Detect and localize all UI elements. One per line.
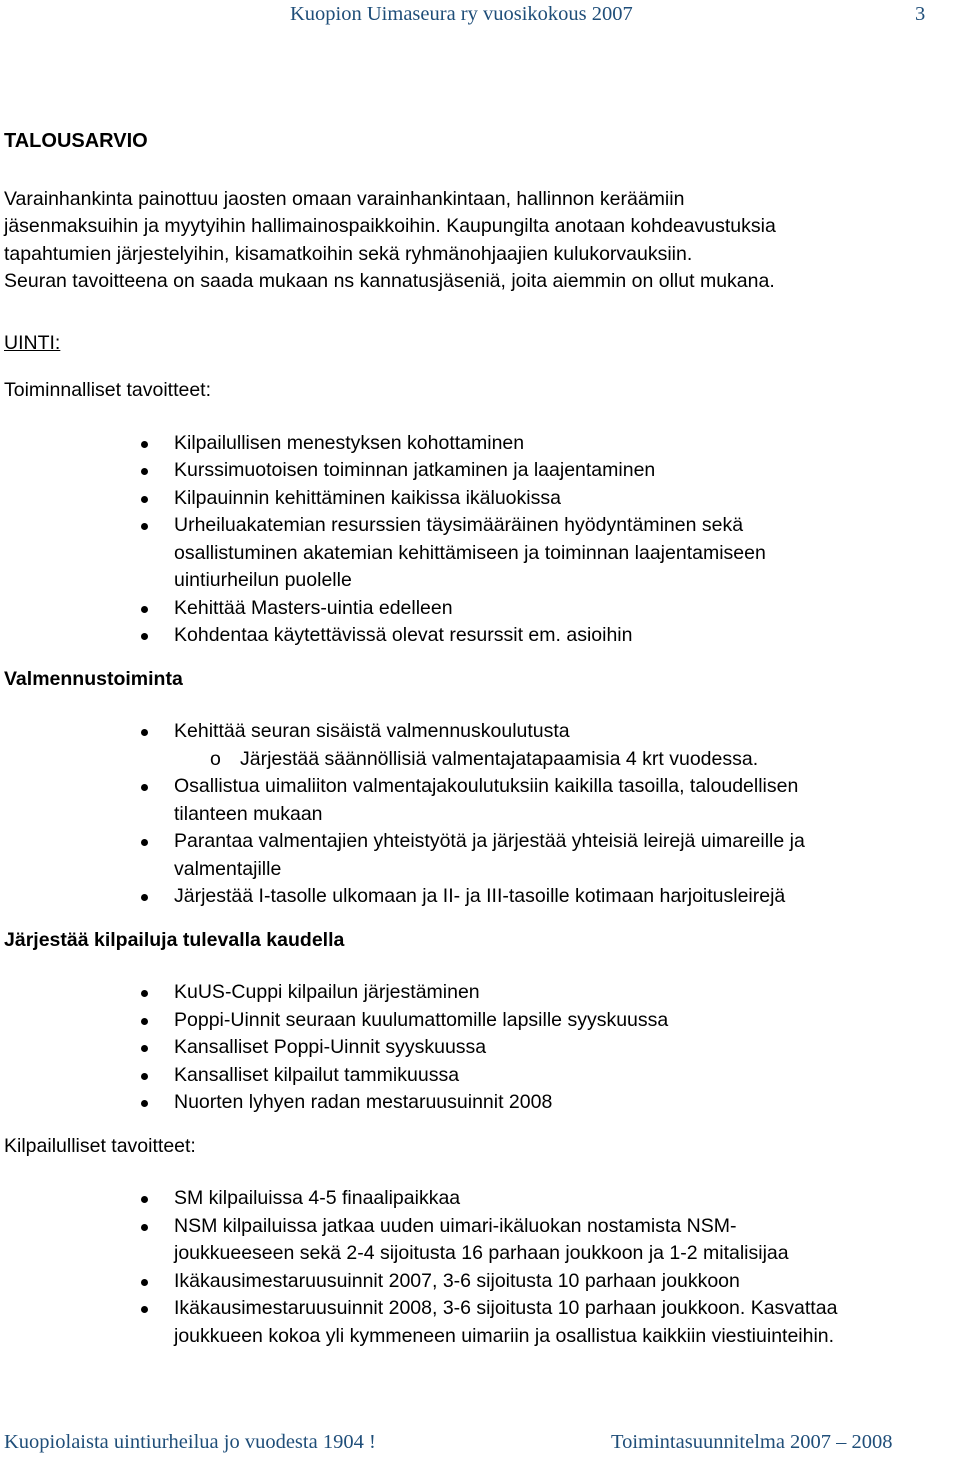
list-item: Ikäkausimestaruusuinnit 2008, 3-6 sijoitusta 10 parhaan joukkoon. Kasvattaa joukkueen kokoa yli kymmeneen uimariin ja osallistua kaikkiin viestiuinteihin. — [174, 1295, 954, 1350]
bullet-icon — [141, 839, 148, 846]
list-item: Järjestää I-tasolle ulkomaan ja II- ja III-tasoille kotimaan harjoitusleirejä — [174, 883, 954, 911]
paragraph-line: Seuran tavoitteena on saada mukaan ns kannatusjäseniä, joita aiemmin on ollut mukana. — [4, 270, 775, 292]
paragraph-line: jäsenmaksuihin ja myytyihin hallimainospaikkoihin. Kaupungilta anotaan kohdeavustuksia — [4, 215, 776, 237]
bullet-list-kilpailut — [4, 979, 954, 1117]
bullet-icon — [141, 1306, 148, 1313]
list-item: Urheiluakatemian resurssien täysimääräinen hyödyntäminen sekä osallistuminen akatemian kehittämiseen ja toiminnan laajentamiseen uintiurheilun puolelle — [174, 512, 954, 595]
bullet-icon — [141, 1073, 148, 1080]
page-content — [4, 128, 954, 1350]
list-item: NSM kilpailuissa jatkaa uuden uimari-ikäluokan nostamista NSM- joukkueeseen sekä 2-4 sijoitusta 16 parhaan joukkoon ja 1-2 mitalisijaa — [174, 1213, 954, 1268]
list-item: Kilpauinnin kehittäminen kaikissa ikäluokissa — [174, 485, 954, 513]
paragraph-line: tapahtumien järjestelyihin, kisamatkoihin sekä ryhmänohjaajien kulukorvauksiin. — [4, 242, 693, 265]
subheading-kilpailut: Järjestää kilpailuja tulevalla kaudella — [4, 928, 345, 951]
list-item: Nuorten lyhyen radan mestaruusuinnit 2008 — [174, 1089, 954, 1117]
bullet-icon — [141, 729, 148, 736]
bullet-list-valmennus — [4, 718, 954, 911]
bullet-icon — [141, 784, 148, 791]
list-item: Poppi-Uinnit seuraan kuulumattomille lapsille syyskuussa — [174, 1007, 954, 1035]
list-item: Kehittää Masters-uintia edelleen — [174, 595, 954, 623]
bullet-icon — [141, 894, 148, 901]
subheading-kilpailulliset: Kilpailulliset tavoitteet: — [4, 1134, 196, 1157]
paragraph-line: Varainhankinta painottuu jaosten omaan varainhankintaan, hallinnon keräämiin — [4, 187, 685, 210]
bullet-icon — [141, 1018, 148, 1025]
subheading-toiminnalliset: Toiminnalliset tavoitteet: — [4, 379, 212, 401]
page-number: 3 — [915, 3, 926, 25]
bullet-icon — [141, 633, 148, 640]
list-item: Ikäkausimestaruusuinnit 2007, 3-6 sijoitusta 10 parhaan joukkoon — [174, 1268, 954, 1296]
bullet-list-toiminnalliset — [4, 430, 954, 650]
subheading-valmennustoiminta: Valmennustoiminta — [4, 667, 183, 690]
bullet-icon — [141, 1224, 148, 1231]
list-item: Kilpailullisen menestyksen kohottaminen — [174, 430, 954, 458]
list-item: Kansalliset Poppi-Uinnit syyskuussa — [174, 1034, 954, 1062]
list-item: Kansalliset kilpailut tammikuussa — [174, 1062, 954, 1090]
list-item: Kehittää seuran sisäistä valmennuskoulutusta — [174, 718, 954, 746]
bullet-icon — [141, 468, 148, 475]
list-item: Parantaa valmentajien yhteistyötä ja järjestää yhteisiä leirejä uimareille ja valmentajille — [174, 828, 954, 883]
section-heading-talousarvio: TALOUSARVIO — [4, 130, 148, 152]
sub-list-item: o Järjestää säännöllisiä valmentajatapaamisia 4 krt vuodessa. — [4, 746, 954, 774]
bullet-icon — [141, 1196, 148, 1203]
footer-left-text: Kuopiolaista uintiurheilua jo vuodesta 1904 ! — [4, 1431, 376, 1453]
list-item: Kohdentaa käytettävissä olevat resurssit em. asioihin — [174, 622, 954, 650]
footer-right-text: Toimintasuunnitelma 2007 – 2008 — [611, 1431, 893, 1453]
bullet-icon — [141, 1100, 148, 1107]
bullet-icon — [141, 441, 148, 448]
list-item: Osallistua uimaliiton valmentajakoulutuksiin kaikilla tasoilla, taloudellisen tilanteen mukaan — [174, 773, 954, 828]
bullet-icon — [141, 606, 148, 613]
list-item: Kurssimuotoisen toiminnan jatkaminen ja laajentaminen — [174, 457, 954, 485]
sub-bullet-o-icon: o — [210, 747, 221, 770]
bullet-icon — [141, 496, 148, 503]
list-item: SM kilpailuissa 4-5 finaalipaikkaa — [174, 1185, 954, 1213]
bullet-icon — [141, 990, 148, 997]
header-title: Kuopion Uimaseura ry vuosikokous 2007 — [290, 3, 633, 25]
section-heading-uinti: UINTI: — [4, 331, 61, 354]
bullet-icon — [141, 1279, 148, 1286]
bullet-icon — [141, 523, 148, 530]
bullet-icon — [141, 1045, 148, 1052]
list-item: KuUS-Cuppi kilpailun järjestäminen — [174, 979, 954, 1007]
bullet-list-kilpailulliset — [4, 1185, 954, 1350]
